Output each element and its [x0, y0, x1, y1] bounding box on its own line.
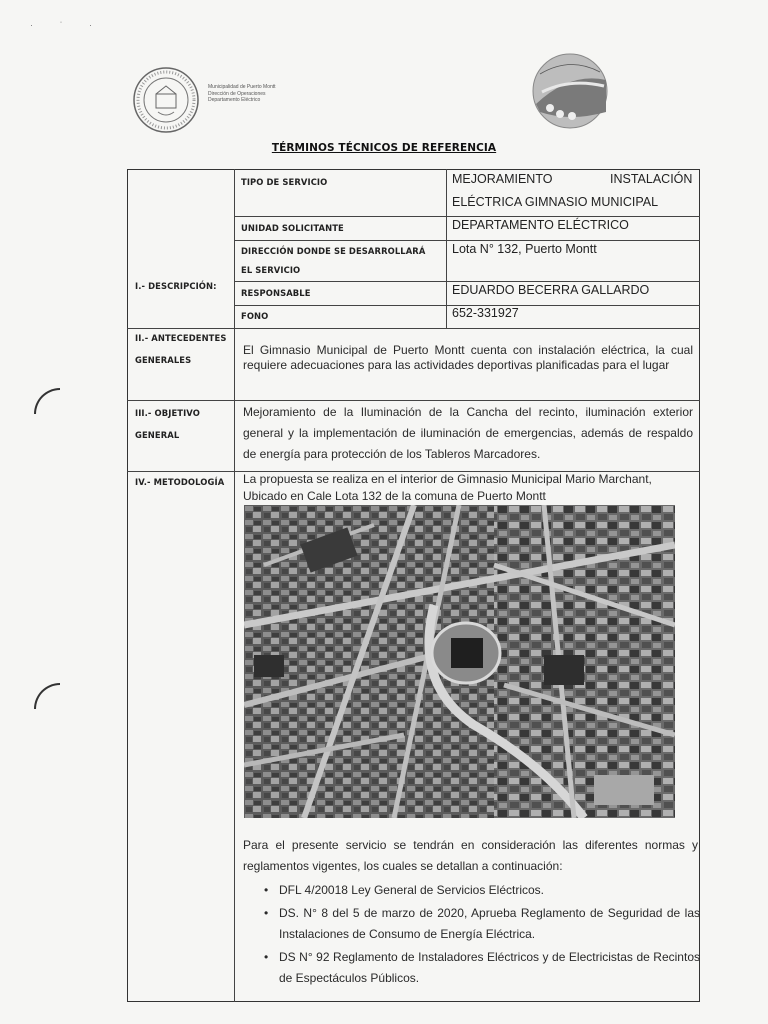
responsable-label: RESPONSABLE [241, 288, 311, 298]
norma-item: • DS N° 92 Reglamento de Instaladores Eléctricos y de Electricistas de Recintos de Espectáculos Públicos. [258, 947, 700, 989]
objetivo-text: Mejoramiento de la Iluminación de la Cancha del recinto, iluminación exterior general y la implementación de iluminación de emergencias, además de respaldo de energía para protección de los Tableros Marcadores. [243, 405, 693, 461]
objetivo-label-2: GENERAL [135, 430, 180, 440]
objetivo-label-1: III.- OBJETIVO [135, 408, 200, 418]
antecedentes-label-2: GENERALES [135, 355, 192, 365]
norma-item: • DFL 4/20018 Ley General de Servicios Eléctricos. [258, 880, 700, 901]
row-divider [234, 240, 700, 241]
normas-list [258, 880, 700, 991]
tipo-servicio-value-1: MEJORAMIENTO [452, 172, 553, 186]
tipo-servicio-value-2: ELÉCTRICA GIMNASIO MUNICIPAL [452, 195, 659, 209]
responsable-value: EDUARDO BECERRA GALLARDO [452, 283, 650, 297]
normas-intro: Para el presente servicio se tendrán en consideración las diferentes normas y reglamentos vigentes, los cuales se detallan a continuación: [243, 838, 698, 873]
norma-item: • DS. N° 8 del 5 de marzo de 2020, Aprueba Reglamento de Seguridad de las Instalaciones de Consumo de Energía Eléctrica. [258, 903, 700, 945]
binder-hole-mark [34, 388, 60, 414]
municipal-seal-logo [132, 66, 200, 134]
tipo-servicio-label: TIPO DE SERVICIO [241, 177, 328, 187]
row-divider [234, 281, 700, 282]
section-descripcion-label: I.- DESCRIPCIÓN: [135, 281, 217, 291]
section-divider [127, 328, 700, 329]
antecedentes-label-1: II.- ANTECEDENTES [135, 333, 227, 343]
direccion-value: Lota N° 132, Puerto Montt [452, 242, 597, 256]
environmental-certification-logo [520, 52, 620, 130]
fono-value: 652-331927 [452, 306, 519, 320]
direccion-label-2: EL SERVICIO [241, 265, 301, 275]
section-divider [127, 400, 700, 401]
aerial-map-photo [244, 505, 675, 818]
scan-specks: · ˈ · [30, 20, 104, 30]
binder-hole-mark [34, 683, 60, 709]
unidad-solicitante-label: UNIDAD SOLICITANTE [241, 223, 344, 233]
column-divider [234, 169, 235, 1002]
metodologia-text-1: La propuesta se realiza en el interior de Gimnasio Municipal Mario Marchant, [243, 472, 652, 486]
document-title: TÉRMINOS TÉCNICOS DE REFERENCIA [271, 142, 497, 154]
muni-line-1: Municipalidad de Puerto Montt [208, 84, 276, 90]
metodologia-text-2: Ubicado en Cale Lota 132 de la comuna de Puerto Montt [243, 489, 546, 503]
municipality-header-text [208, 84, 276, 104]
column-divider [446, 169, 447, 328]
muni-line-2: Dirección de Operaciones [208, 90, 266, 97]
antecedentes-text: El Gimnasio Municipal de Puerto Montt cuenta con instalación eléctrica, la cual requiere adecuaciones para las actividades deportivas planificadas para el lugar [243, 343, 693, 372]
muni-line-3: Departamento Eléctrico [208, 97, 261, 103]
direccion-label-1: DIRECCIÓN DONDE SE DESARROLLARÁ [241, 246, 426, 256]
metodologia-label: IV.- METODOLOGÍA [135, 477, 225, 487]
row-divider [234, 216, 700, 217]
tipo-servicio-value-1b: INSTALACIÓN [610, 172, 693, 186]
fono-label: FONO [241, 311, 269, 321]
unidad-solicitante-value: DEPARTAMENTO ELÉCTRICO [452, 218, 629, 232]
